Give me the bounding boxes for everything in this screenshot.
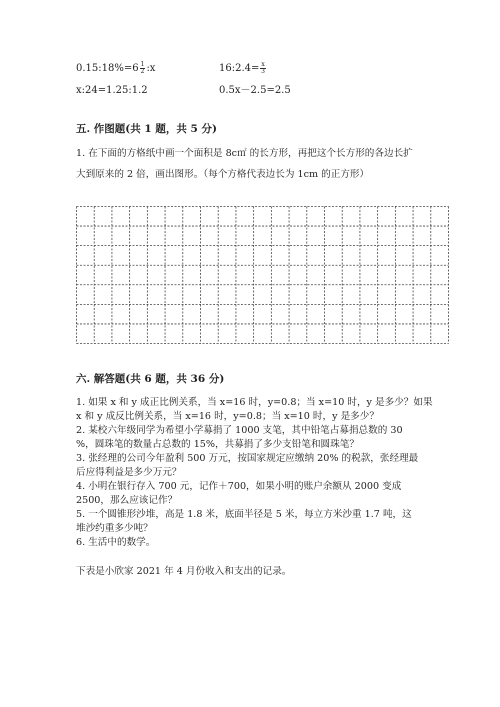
section-5-question-line-2: 大到原来的 2 倍，画出图形。（每个方格代表边长为 1cm 的正方形） xyxy=(76,169,370,180)
drawing-grid xyxy=(76,206,449,344)
equation-1-fraction xyxy=(140,62,146,75)
section-6-line: 4. 小明在银行存入 700 元，记作＋700，如果小明的账户余额从 2000 变成 xyxy=(76,481,402,492)
section-6-line: 2500，那么应该记作？ xyxy=(76,495,178,506)
equation-2-fraction-denominator: 3 xyxy=(261,68,265,75)
section-6-line: %，圆珠笔的数量占总数的 15%，共募捐了多少支铅笔和圆珠笔？ xyxy=(76,439,359,450)
equation-1-suffix: :x xyxy=(146,63,156,74)
equation-1 xyxy=(76,62,155,75)
section-5-title: 五. 作图题(共 1 题，共 5 分) xyxy=(76,123,217,135)
section-6-line: x 和 y 成反比例关系，当 x=16 时，y=0.8；当 x=10 时，y 是多少？ xyxy=(76,411,379,422)
section-6-line: 2. 某校六年级同学为希望小学募捐了 1000 支笔，其中铅笔占募捐总数的 30 xyxy=(76,425,403,436)
equation-2-fraction xyxy=(260,62,265,75)
section-6-title: 六. 解答题(共 6 题，共 36 分) xyxy=(76,373,225,385)
equation-2 xyxy=(219,62,267,75)
equation-2-prefix: 16:2.4= xyxy=(219,63,260,74)
equation-1-prefix: 0.15:18%=6 xyxy=(76,63,139,74)
section-6-line: 3. 张经理的公司今年盈利 500 万元，按国家规定应缴纳 20% 的税款，张经理最 xyxy=(76,453,419,464)
equation-1-fraction-numerator: 1 xyxy=(140,61,145,68)
section-6-line: 5. 一个圆锥形沙堆，高是 1.8 米，底面半径是 5 米，每立方米沙重 1.7 吨，这 xyxy=(76,509,412,520)
section-5-question-line-1: 1. 在下面的方格纸中画一个面积是 8c㎡ 的长方形，再把这个长方形的各边长扩 xyxy=(76,148,413,159)
section-6-line: 后应得利益是多少万元？ xyxy=(76,467,182,478)
section-6-line: 1. 如果 x 和 y 成正比例关系，当 x=16 时，y=0.8；当 x=10 时，y 是多少？如果 xyxy=(76,397,433,408)
section-6-line: 6. 生活中的数学。 xyxy=(76,537,156,548)
equation-1-fraction-denominator: 2 xyxy=(140,68,145,75)
section-6-line: 堆沙约重多少吨？ xyxy=(76,523,153,534)
equation-3: x:24=1.25:1.2 xyxy=(76,85,148,96)
section-6-footer: 下表是小欣家 2021 年 4 月份收入和支出的记录。 xyxy=(76,566,292,577)
equation-2-fraction-numerator: x xyxy=(261,61,265,68)
equation-4: 0.5x－2.5=2.5 xyxy=(219,85,291,96)
